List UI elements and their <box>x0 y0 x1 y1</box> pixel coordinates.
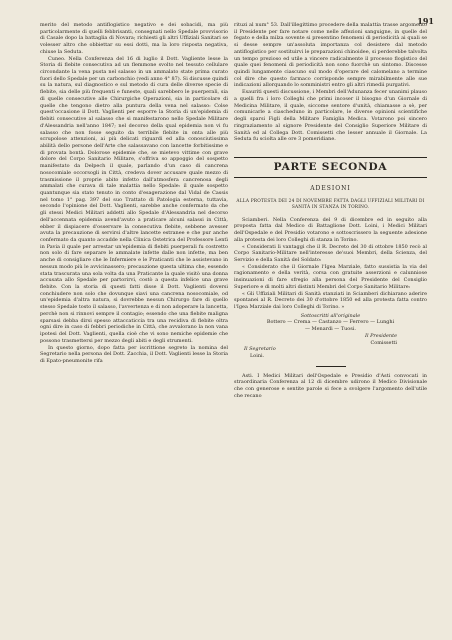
president-name: Comissetti <box>370 339 397 346</box>
quote-paragraph: « Considerati li vantaggi che il R. Decreto del 30 di ottobre 1850 recò al Corpo Sanitario-Militare nell'interesse de'suoi Membri, della Scienza, del Servizio e della Sanità del Soldato: <box>234 243 427 263</box>
paragraph: In questo giorno, dopo fatta per iscrittione segreto la nomina del Segretario nella persona del Dott. Zacchia, il Dott. Vaglienti lesse la Storia di Epato-pneumonite rifa <box>40 344 228 364</box>
signatures-names-line1: Bottero — Crema — Castanzo — Ferrero — Lunghi <box>266 319 395 326</box>
paragraph-sciamberi: Sciamberi. Nella Conferenza del 9 di dicembre ed in seguito alla proposta fatta dal Medico di Battaglione Dott. Loini, i Medici Militari dell'Ospedale e del Presidio votarono e sottoscrissero la seguente adesione alla protesta dei loro Colleghi di stanza in Torino. <box>234 216 427 243</box>
paragraph-cuneo: Cuneo. Nella Conferenza del 16 di luglio il Dott. Vagliente lesse la Storia di flebite consecutiva ad un flemmone svolto nel tessuto cellulare circondante la vena pusta nel salasso in un ammalato state prima curato fuori dello Spedale per un carbonchio (vedi anno 4° 87). Si discusse quindi su la natura, sul diagnostico e sul metodo di cura delle diverse specie di flebite, sia delle più frequenti e funeste, quali sarebbero le puerperali, sia di quelle consecutive alle Chirurgiche Operazioni, sia in particolare di quelle che tengono dietro alla puntura della vena nel salasso: Colse quest'occasione il Dott. Vaglienti per esporre la Storia di un'epidemia di flebiti consecutive al salasso che si manifestarono nello Spedale Militare d'Alessandria nell'anno 1847; nel decorso della qual epidemia non vi fu salasso che non fosse seguito da terribile flebite in onta alle più scrupolose attenzioni, ai più delicati riguardi ed alla conosciutissima abilità dello persone dell'Arte che salassavano con lancette forbitissime e di provata bontà. Dolorose epidemie che, se mietevo vittime con grave dolore del Corpo Sanitario Militare, s'offriva so appoggio del sospetto manifestato da Delpech il quale, parlando d'un caso di cancrena nosocomiale occorsogli in Città, credeva dover accusare quale mezzo di trasmissione il proprie abito infetto dall'atmosfera cancrenosa degli ammalati che curava di tale malattia nello Spedale: il quale sospetto quantunque sia stato tenuto in conto d'esagerazione dal Vidal de Cassis nel tomo 1° pag. 397 del suo Trattato di Patologia esterna, tuttavia, secondo l'opinione del Dott. Vaglienti, sarebbe anche confermato da che gli stessi Medici Militari addetti allo Spedale d'Alessandria nel decorso dell'accennata epidemia avend'avuto a praticare alcuni salassi in Città, ebber il dispiacere d'osservare la consecutiva flebite, sebbene avesser avuta la precauzione di servirsi d'altre lancette estranee e che pur anche confermato da quanto accadde nella Clinica Ostetrica del Professore Lentì in Pavia il quale per arrestar un'epidemia di flebiti puerperali fu costretto non solo di fare separare le ammalate infette dalle non infette, ma ben anche di consigliare che le Infermiere e le Praticanti che le assistevano in nessun modo più le avvicinassero; precauzione questa ultima che, essendo stata trascurata una sola volta da una Praticante la quale visitò una donna accusata allo Spedale per partorirvi, costò a questa infelice una grave flebite. Con la storia di questi fatti disse il Dott. Vaglienti doversi conchiudere non solo che dovunque siavi una cancrena nosocomiale, od un'epidemia d'altra natura, si dovrebbe nessun Chirurgo fare di quello stesso Spedale tosto il salasso, l'avvertenza e di non adoperare la lancetta, perchè non si rinnovi sempre il contagio; essendo che una flebite maligna sparsasi debba dirsi spesso attaccaticcia tra una recidiva di flebite oltra ogni dire in caso di febbri periodiche in Città, che avvalorano la non vana ipotesi del Dott. Vaglienti, quella cioè che vi sono nemiche epidemie che possono trasmettersi per mezzo degli abiti e degli strumenti. <box>40 55 228 344</box>
secretary-title: Il Segretario <box>244 346 276 353</box>
section-title: PARTE SECONDA <box>234 157 427 178</box>
signatures-heading: Sottoscritti all'originale <box>300 312 361 319</box>
paragraph: Esauriti questi discussione, i Membri dell'Adunanza fecer unanimi plauso a quelli fra i loro Colleghi che primi incoser il bisogno d'un Giornale di Medicina Militare, il quale, siccome sentore d'unità, chiamasse a sè, per comunicarle a ciascheduno in particolare, le diverse opinioni scientifiche degli sparsi Figli della Militare Famiglia Medica. Votarono poi sincero ringraziamento al signore Presidente del Consiglio Superiore Militare di Sanità ed al Collega Dott. Comissetti che lesser annuale il Giornale. La Seduta fu sciolta alle ore 3 pomeridiane. <box>234 89 427 143</box>
divider <box>316 366 346 367</box>
paragraph: merito del metodo antiflogistico negativo e dei sobacidi, ma più particolarmente di quelli febbrisanti, consegnati nello Spedale provvisorio di Casale dopo la battaglia di Novara; richiesti gli altri Uffiziali Sanitari se volesser altro che obbiettar su essi dotti, ma la loro risposta negativa, chiuse la Seduta. <box>40 22 228 55</box>
quote-paragraph: « Considerato che il Giornale l'Igea Marziale, fatto sussistia la via del ragionamento e della verità, corsa con gratuite asserzioni e calunniose insinuazioni di fare sfregio alla persona del Presidente del Consiglio Superiore e di molti altri distinti Membri del Corpo Sanitario Militare: <box>234 263 427 290</box>
quote-paragraph: « Gli Uffiziali Militari di Sanità stanziati in Sciamberi dichiarano aderire spontanei al R. Decreto dei 30 d'ottobre 1850 ed alla protesta fatta contro l'Igea Marziale dai loro Colleghi di Torino. » <box>234 290 427 310</box>
section-subtitle: ADESIONI <box>310 184 351 192</box>
page-number: 191 <box>417 16 434 26</box>
secretary-name: Loini. <box>250 353 265 360</box>
left-column <box>40 22 228 632</box>
paragraph-asti: Asti. I Medici Militari dell'Ospedale e Presidio d'Asti convocati in straordinaria Conferenza al 12 di dicembre udirono il Medico Divisionale che con generose e sentite parole si fece a svolgere l'argomento dell'utile che recano <box>234 372 427 399</box>
signatures-names-line2: — Menardi — Tuosi. <box>305 326 356 333</box>
paragraph: rituzi al num° 53. Dall'illegittimo procedere della malattia trasse argomento il Presidente per fare notare come nelle affezioni sanguigne, in quelle del fegato e della milza sovente si presentino fenomeni di periodicità ai quali se si desse sempre un'assoluta importanza col desistere dal metodo antiflogistico per sostituirvi le preparazioni chinoidee, si perderebbe talvolta un tempo prezioso ed utile a vincere radicalmente il processo flogistico del quale quei fenomeni di periodicità non sono fuorchè un sintomo. Discesse quindi lungamente ciascuno sul modo d'operare del calomelano a termine col dire che questo farmaco corrisponde sempre mirabilmente alle sue indicazioni allorquando lo somministri entro gli altri rimedii purgativi. <box>234 22 427 89</box>
section-caption: ALLA PROTESTA DEI 24 DI NOVEMBRE FATTA DAGLI UFFIZIALI MILITARI DI SANITÀ IN STANZA IN TORINO. <box>236 198 425 210</box>
president-title: Il Presidente <box>365 332 397 339</box>
right-column <box>234 22 427 632</box>
